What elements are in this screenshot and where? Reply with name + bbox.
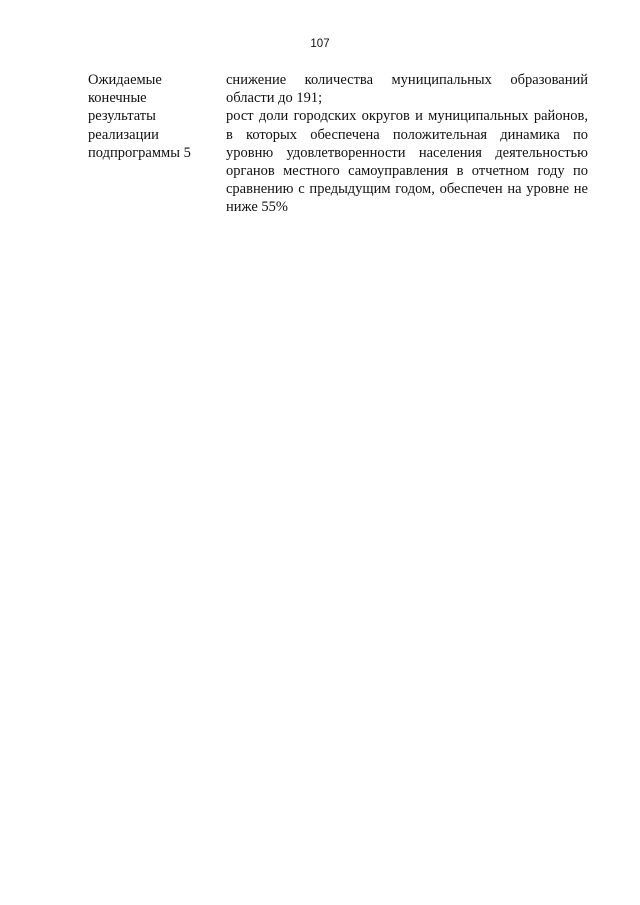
row-label-line: подпрограммы 5 — [88, 144, 191, 161]
row-label — [88, 71, 218, 162]
page-number: 107 — [310, 38, 330, 50]
result-item-municipalities: снижение количества муниципальных образований области до 191; — [226, 72, 588, 107]
passport-row-expected-results — [88, 71, 588, 221]
row-content — [226, 71, 588, 217]
result-item-satisfaction: рост доли городских округов и муниципальных районов, в которых обеспечена положительная динамика по уровню удовлетворенности населения деятельностью органов местного самоуправления в отчетном году по сравнению с предыдущим годом, обеспечен на уровне не ниже 55% — [226, 108, 588, 216]
row-label-line: реализации — [88, 126, 159, 143]
row-label-line: результаты — [88, 108, 156, 125]
row-label-line: конечные — [88, 90, 147, 107]
row-label-line: Ожидаемые — [88, 72, 162, 88]
